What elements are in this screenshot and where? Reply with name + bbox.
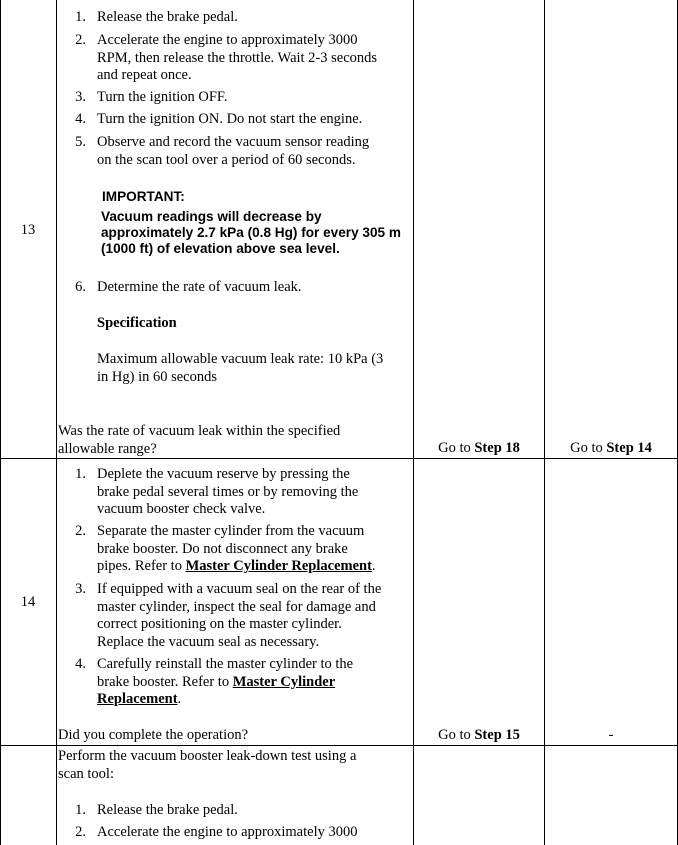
list-item: If equipped with a vacuum seal on the rear of the xyxy=(97,581,382,597)
list-item: Observe and record the vacuum sensor reading xyxy=(97,134,370,150)
ref-prefix: brake booster. Refer to xyxy=(97,673,233,690)
list-item xyxy=(97,674,335,692)
no-action: - xyxy=(608,727,614,743)
step-number: 13 xyxy=(20,222,36,238)
list-item: Accelerate the engine to approximately 3000 xyxy=(97,824,358,840)
table-divider-yes xyxy=(544,0,545,845)
important-text: approximately 2.7 kPa (0.8 Hg) for every 305 m xyxy=(101,225,401,240)
list-item xyxy=(97,691,181,709)
list-item: Release the brake pedal. xyxy=(97,9,238,25)
row14-question: Did you complete the operation? xyxy=(58,727,249,743)
specification-value: in Hg) in 60 seconds xyxy=(97,368,218,385)
period: . xyxy=(371,558,376,574)
list-item: vacuum booster check valve. xyxy=(97,501,266,517)
list-item xyxy=(97,558,376,576)
go-to-step-14-link[interactable]: Step 14 xyxy=(606,440,652,456)
list-number: 6. xyxy=(75,279,86,295)
table-border-left xyxy=(0,0,1,845)
list-item: Deplete the vacuum reserve by pressing the xyxy=(97,466,350,482)
go-to-step-18-link[interactable]: Step 18 xyxy=(474,440,520,456)
row13-question: Was the rate of vacuum leak within the specified xyxy=(58,423,341,439)
table-divider-step xyxy=(56,0,57,845)
master-cylinder-replacement-link[interactable]: Master Cylinder Replacement xyxy=(185,558,372,574)
master-cylinder-replacement-link[interactable]: Replacement xyxy=(97,691,178,707)
yes-prefix: Go to xyxy=(438,727,475,743)
no-action xyxy=(545,440,677,458)
row13-question: allowable range? xyxy=(58,440,157,457)
list-item: on the scan tool over a period of 60 seconds. xyxy=(97,151,356,168)
list-item: Carefully reinstall the master cylinder to the xyxy=(97,656,354,672)
list-item: and repeat once. xyxy=(97,67,192,83)
list-item: brake pedal several times or by removing the xyxy=(97,483,359,500)
list-item: Replace the vacuum seal as necessary. xyxy=(97,633,320,650)
yes-action xyxy=(414,727,544,745)
no-prefix: Go to xyxy=(570,440,607,456)
important-text: (1000 ft) of elevation above sea level. xyxy=(101,241,340,256)
list-number: 3. xyxy=(75,89,86,105)
table-divider-action xyxy=(413,0,414,845)
list-number: 1. xyxy=(75,466,86,482)
list-item: Turn the ignition OFF. xyxy=(97,89,228,105)
specification-value: Maximum allowable vacuum leak rate: 10 kPa (3 xyxy=(97,351,384,367)
master-cylinder-replacement-link[interactable]: Master Cylinder xyxy=(232,673,336,690)
list-item: correct positioning on the master cylinder. xyxy=(97,616,342,632)
list-number: 2. xyxy=(75,32,86,48)
list-item: Determine the rate of vacuum leak. xyxy=(97,279,302,295)
list-item: Accelerate the engine to approximately 3000 xyxy=(97,32,358,48)
list-item: master cylinder, inspect the seal for damage and xyxy=(97,598,376,615)
ref-prefix: pipes. Refer to xyxy=(97,558,186,574)
list-item: brake booster. Do not disconnect any brake xyxy=(97,540,348,557)
list-number: 1. xyxy=(75,802,86,818)
list-item: Turn the ignition ON. Do not start the engine. xyxy=(97,111,363,127)
list-item: RPM, then release the throttle. Wait 2-3 seconds xyxy=(97,49,378,66)
go-to-step-15-link[interactable]: Step 15 xyxy=(474,727,520,743)
important-title: IMPORTANT: xyxy=(102,189,185,204)
row-divider-14-15 xyxy=(0,745,678,746)
list-number: 5. xyxy=(75,134,86,150)
row-divider-13-14 xyxy=(0,458,678,459)
list-item: Separate the master cylinder from the vacuum xyxy=(97,523,365,539)
row15-intro: scan tool: xyxy=(58,765,114,782)
list-number: 1. xyxy=(75,9,86,25)
list-number: 4. xyxy=(75,656,86,672)
yes-prefix: Go to xyxy=(438,440,475,456)
yes-action xyxy=(414,440,544,458)
important-text: Vacuum readings will decrease by xyxy=(101,209,322,224)
specification-title: Specification xyxy=(97,315,177,331)
period: . xyxy=(177,691,182,707)
list-number: 2. xyxy=(75,824,86,840)
list-number: 3. xyxy=(75,581,86,597)
row15-intro: Perform the vacuum booster leak-down test using a xyxy=(58,748,357,764)
list-item: Release the brake pedal. xyxy=(97,802,238,818)
list-number: 2. xyxy=(75,523,86,539)
step-number: 14 xyxy=(20,594,36,610)
list-number: 4. xyxy=(75,111,86,127)
